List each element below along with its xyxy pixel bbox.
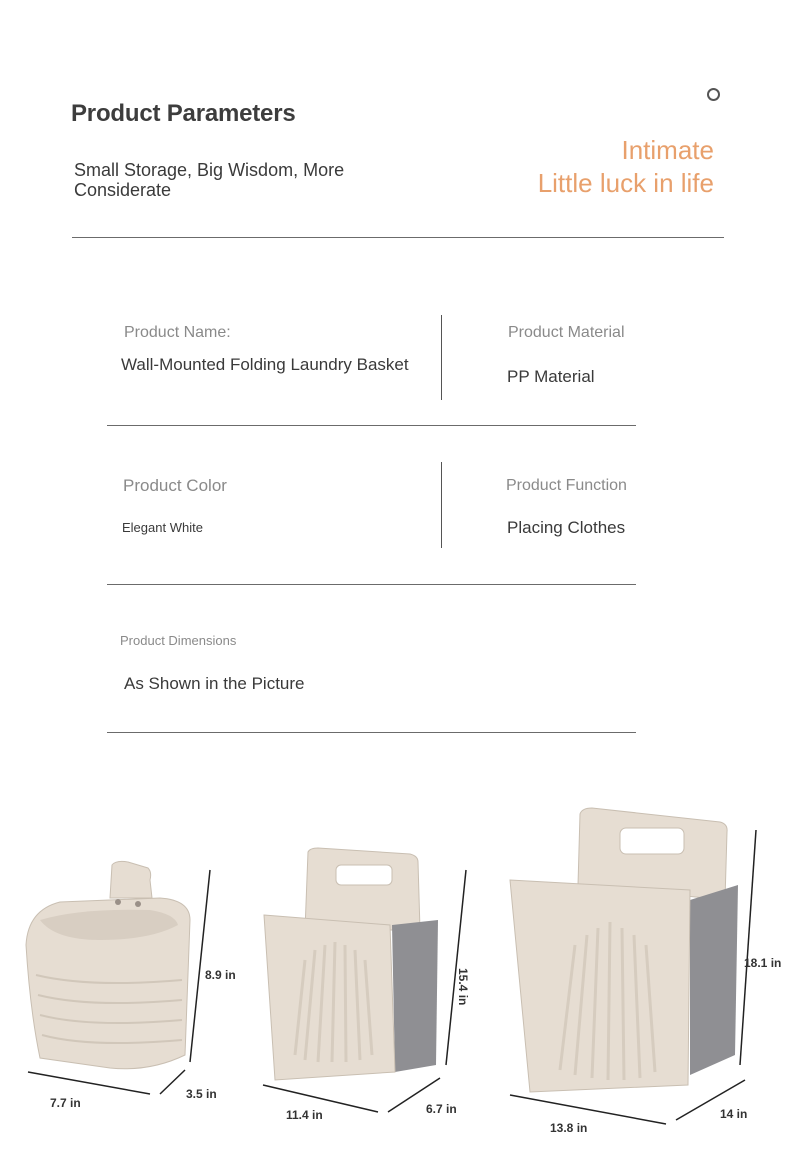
column-divider <box>441 315 442 400</box>
large-basket-image <box>510 808 738 1092</box>
small-height-label: 8.9 in <box>205 968 236 982</box>
slogan-line-1: Intimate <box>621 135 714 165</box>
product-material-label: Product Material <box>508 324 625 341</box>
product-material-value: PP Material <box>507 367 595 386</box>
product-color-label: Product Color <box>123 476 227 495</box>
product-dimensions-label: Product Dimensions <box>120 633 237 648</box>
slogan <box>538 134 714 200</box>
row-divider <box>107 584 636 585</box>
large-height-label: 18.1 in <box>744 956 782 970</box>
product-name-value: Wall-Mounted Folding Laundry Basket <box>121 355 409 374</box>
product-function-label: Product Function <box>506 477 627 494</box>
page-title: Product Parameters <box>71 100 296 127</box>
slogan-line-2: Little luck in life <box>537 168 714 198</box>
product-size-illustration <box>0 790 790 1153</box>
large-width-label: 13.8 in <box>550 1121 588 1135</box>
product-dimensions-value: As Shown in the Picture <box>124 674 305 693</box>
product-color-value: Elegant White <box>122 520 203 535</box>
column-divider <box>441 462 442 548</box>
row-divider <box>107 425 636 426</box>
medium-basket-image <box>264 848 438 1080</box>
small-width-label: 7.7 in <box>50 1096 81 1110</box>
small-depth-label: 3.5 in <box>186 1087 217 1101</box>
medium-width-label: 11.4 in <box>286 1108 323 1122</box>
header-divider <box>72 237 724 238</box>
product-name-label: Product Name: <box>124 324 231 341</box>
row-divider <box>107 732 636 733</box>
ring-icon <box>707 88 720 101</box>
small-basket-image <box>26 861 190 1068</box>
product-function-value: Placing Clothes <box>507 518 626 537</box>
medium-height-label: 15.4 in <box>456 968 470 1006</box>
medium-depth-label: 6.7 in <box>426 1102 457 1116</box>
large-depth-label: 14 in <box>720 1107 748 1121</box>
page-subtitle: Small Storage, Big Wisdom, More Considerate <box>74 160 345 200</box>
